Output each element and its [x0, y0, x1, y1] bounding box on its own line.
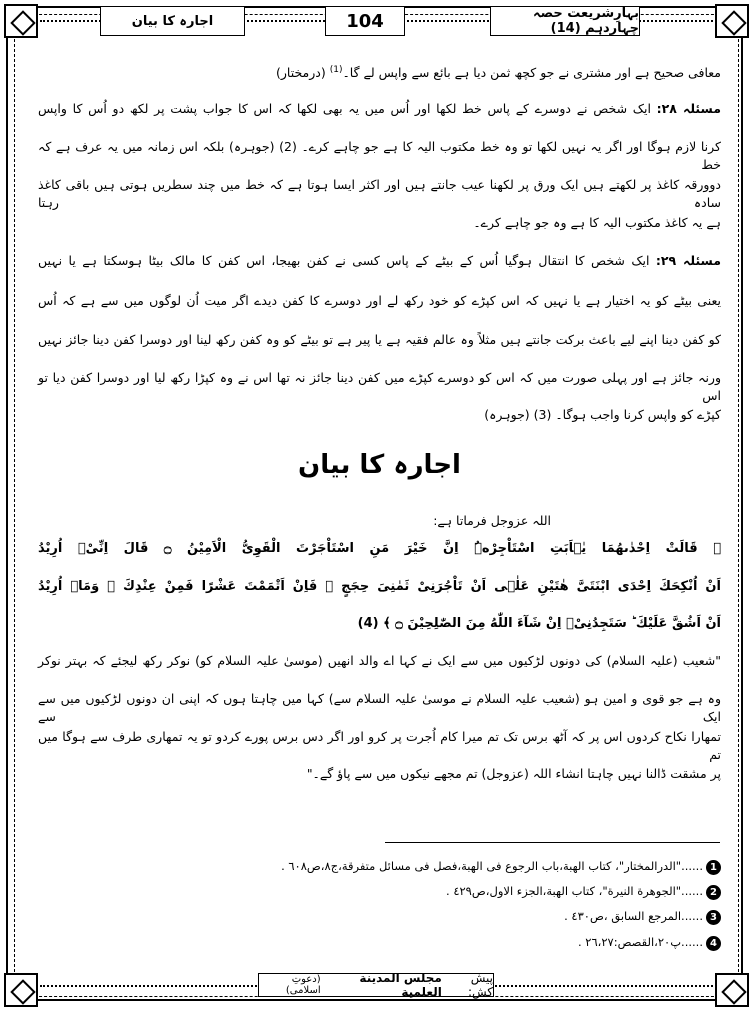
translation-line: تمھارا نکاح کردوں اس پر کہ آٹھ برس تک تم میرا کام اُجرت پر کرو اور اگر دس برس پورے کردو تو یہ تمھاری طرف سے ہوگا میں تم: [38, 729, 721, 762]
section-heading: اجارہ کا بیان: [298, 450, 461, 480]
chapter-title: اجارہ کا بیان: [131, 13, 214, 29]
footnote-number-icon: 2: [706, 885, 721, 900]
presented-by-label: پیش کش:: [467, 971, 493, 999]
intro-line: اللہ عزوجل فرماتا ہے:: [433, 513, 551, 528]
translation-line: وہ ہے جو قوی و امین ہو (شعیب علیہ السلام نے موسیٰ علیہ السلام سے) کہا میں چاہتا ہوں کہ اپنی ان دونوں لڑکیوں میں سے ایک سے: [38, 691, 721, 724]
paragraph-line: کپڑے کو واپس کرنا واجب ہوگا۔ (3) (جوہرہ): [484, 407, 721, 422]
book-title-box: [490, 6, 640, 36]
footnote-number-icon: 4: [706, 936, 721, 951]
paragraph-line: کو کفن دینا اپنے لیے باعث برکت جانتے ہیں مثلاً وہ عالم فقیہ ہے یا پیر ہے تو بیٹے کو وہ کفن رکھ لینا اور دوسرا کفن دینا جائز نہیں: [38, 332, 721, 347]
page-number-box: [325, 6, 405, 36]
footnote: 4......پ٢٠،القصص:٢٦،٢٧ .: [38, 935, 721, 951]
translation-line: "شعیب (علیہ السلام) کی دونوں لڑکیوں میں سے ایک نے کہا اے والد انھیں (موسیٰ علیہ السلام کو) نوکر رکھ لیجئے کہ بہتر نوکر: [38, 653, 721, 668]
chapter-title-box: [100, 6, 245, 36]
paragraph-line: معافی صحیح ہے اور مشتری نے جو کچھ ثمن دیا ہے بائع سے واپس لے گا۔$^{(1)}$ (درمختار): [275, 64, 721, 80]
quran-verse-line: ﴿ قَالَتْ اِحْدٰىهُمَا یٰۤاَبَتِ اسْتَاْجِرْهُ٘ اِنَّ خَیْرَ مَنِ اسْتَاْجَرْتَ الْقَوِیُّ الْاَمِیْنُ ۝ قَالَ اِنِّیْۤ اُرِیْدُ: [38, 541, 722, 556]
quran-verse-line: اَنْ اَشُقَّ عَلَیْكَ ؕ سَتَجِدُنِیْۤ اِنْ شَآءَ اللّٰهُ مِنَ الصّٰلِحِیْنَ ۝ ﴾ (4): [357, 616, 721, 631]
quran-verse-line: اَنْ اُنْكِحَكَ اِحْدَى ابْنَتَیَّ هٰتَیْنِ عَلٰۤى اَنْ تَاْجُرَنِیْ ثَمٰنِیَ حِجَجٍ ۚ فَاِنْ اَتْمَمْتَ عَشْرًا فَمِنْ عِنْدِكَ ۚ وَمَاۤ اُرِیْدُ: [38, 579, 721, 594]
publisher-name: مجلس المدينة العلمية: [359, 971, 442, 999]
paragraph-line: ورنہ جائز ہے اور پہلی صورت میں کہ اس کو دوسرے کپڑے میں کفن دینا جائز نہ تھا اس نے وہ کپڑا رکھ لیا اور دوسرا کفن دیا تو اس: [38, 370, 721, 403]
paragraph-line: یعنی بیٹے کو یہ اختیار ہے یا نہیں کہ اس کپڑے کو خود رکھ لے اور دوسرے کا کفن دیدے اگر میت اُن لوگوں میں سے ہے کہ اُس: [38, 293, 721, 308]
publisher-box: [258, 973, 494, 997]
footnote-divider: [385, 842, 720, 843]
footnote-number-icon: 1: [706, 860, 721, 875]
page-number: 104: [346, 10, 384, 32]
masala-label: مسئلہ ۲۹:: [655, 253, 722, 268]
footnote: 1......"الدرالمختار"، کتاب الهبة،باب الرجوع فی الهبة،فصل فی مسائل متفرقة،ج٨،ص٦٠٨ .: [38, 859, 721, 875]
corner-ornament-icon: [4, 4, 38, 38]
paragraph-line: ہے یہ کاغذ مکتوب الیہ کا ہے وہ جو چاہے کرے۔: [473, 215, 721, 230]
book-title: بہارِشریعت حصہ چہاردہم (14): [532, 6, 639, 36]
footnote-number-icon: 3: [706, 910, 721, 925]
paragraph-line: دوورقہ کاغذ پر لکھتے ہیں ایک ورق پر لکھنا عیب جانتے ہیں اور اکثر ایسا ہوتا ہے کہ خط میں چند سطریں ہوتی ہیں باقی کاغذ سادہ رہتا: [38, 177, 721, 210]
footnote: 2......"الجوهرة النيرة"، کتاب الهبة،الجزء الاول،ص٤٢٩ .: [38, 884, 721, 900]
footnote: 3......المرجع السابق ،ص٤٣٠ .: [38, 909, 721, 925]
masala-28-line: مسئلہ ۲۸: ایک شخص نے دوسرے کے پاس خط لکھا اور اُس میں یہ بھی لکھا کہ اس کا جواب پشت پر لکھ دو اُس کا واپس: [38, 101, 721, 116]
masala-label: مسئلہ ۲۸:: [656, 101, 721, 116]
translation-line: پر مشقت ڈالنا نہیں چاہتا انشاء اللہ (عزوجل) تم مجھے نیکوں میں سے پاؤ گے۔": [306, 766, 721, 781]
masala-29-line: مسئلہ ۲۹: ایک شخص کا انتقال ہوگیا اُس کے بیٹے کے پاس کسی نے کفن بھیجا، اس کفن کا مالک بیٹا ہوسکتا ہے یا نہیں: [38, 253, 722, 268]
footnote-ref: (1): [329, 64, 343, 75]
organization-name: (دعوتِ اسلامی): [285, 974, 321, 996]
corner-ornament-icon: [715, 4, 749, 38]
paragraph-line: کرنا لازم ہوگا اور اگر یہ نہیں لکھا تو وہ خط مکتوب الیہ کا ہے جو چاہے کرے۔ (2) (جوہرہ) بلکہ اس زمانہ میں یہ عرف ہے کہ خط: [38, 139, 721, 172]
corner-ornament-icon: [4, 973, 38, 1007]
corner-ornament-icon: [715, 973, 749, 1007]
